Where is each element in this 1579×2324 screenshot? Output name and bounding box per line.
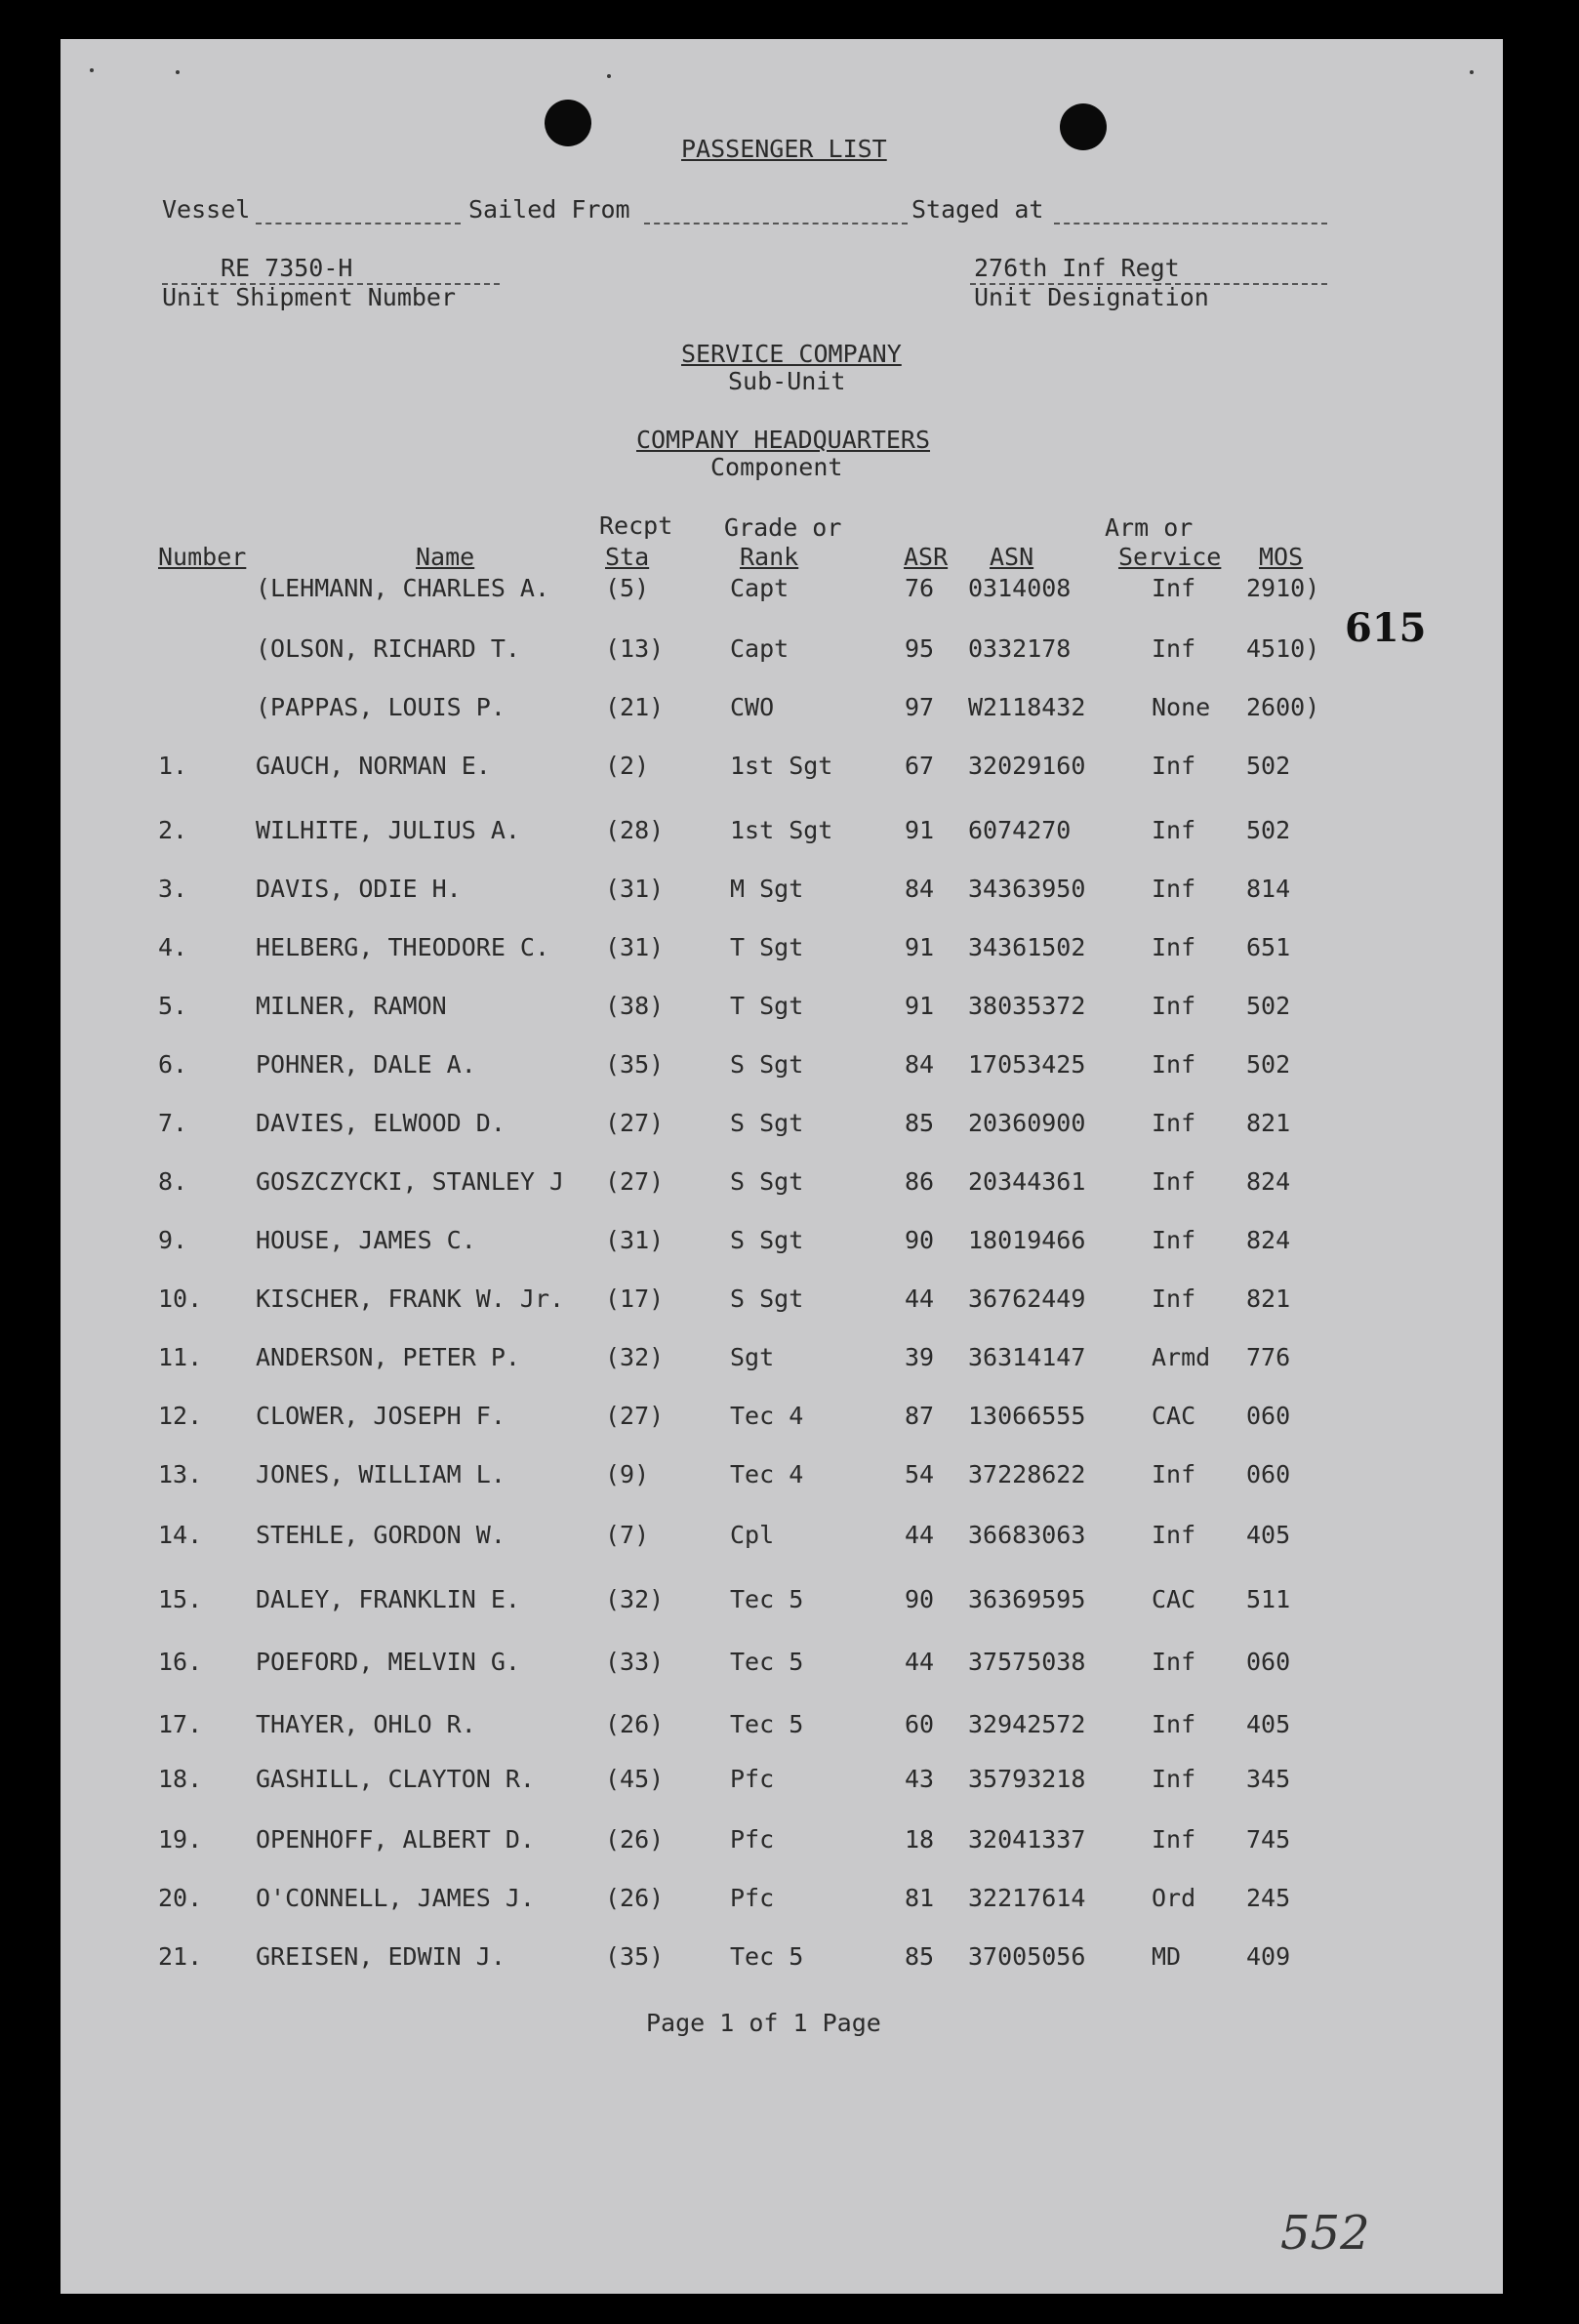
row-name: OPENHOFF, ALBERT D.	[256, 1825, 535, 1854]
row-name: (LEHMANN, CHARLES A.	[256, 574, 550, 602]
document-page	[61, 39, 1503, 2294]
table-row	[61, 1226, 1503, 1265]
row-grade: M Sgt	[730, 875, 804, 903]
row-number: 9.	[158, 1226, 188, 1254]
staged-at-label: Staged at	[911, 195, 1044, 224]
row-asn: 36762449	[968, 1284, 1086, 1313]
row-asr: 91	[905, 933, 935, 961]
row-number: 6.	[158, 1050, 188, 1079]
row-arm: Inf	[1152, 1521, 1196, 1549]
row-recpt-sta: (27)	[605, 1109, 665, 1137]
col-mos: MOS	[1259, 543, 1304, 571]
row-asn: 38035372	[968, 992, 1086, 1020]
row-name: POHNER, DALE A.	[256, 1050, 476, 1079]
col-asn: ASN	[990, 543, 1034, 571]
row-asn: 36369595	[968, 1585, 1086, 1613]
row-asr: 84	[905, 875, 935, 903]
row-grade: Capt	[730, 634, 790, 663]
row-grade: T Sgt	[730, 992, 804, 1020]
row-asr: 39	[905, 1343, 935, 1371]
row-asr: 97	[905, 693, 935, 721]
row-number: 8.	[158, 1167, 188, 1196]
row-recpt-sta: (2)	[605, 752, 650, 780]
row-number: 20.	[158, 1884, 203, 1912]
row-recpt-sta: (28)	[605, 816, 665, 844]
table-row	[61, 1460, 1503, 1499]
row-asr: 87	[905, 1402, 935, 1430]
vessel-label: Vessel	[162, 195, 251, 224]
speck	[607, 74, 611, 78]
col-name: Name	[416, 543, 475, 571]
row-name: GREISEN, EDWIN J.	[256, 1942, 506, 1971]
table-row	[61, 574, 1503, 613]
row-number: 4.	[158, 933, 188, 961]
row-grade: Tec 4	[730, 1460, 804, 1488]
row-mos: 651	[1246, 933, 1291, 961]
row-name: KISCHER, FRANK W. Jr.	[256, 1284, 565, 1313]
row-asr: 84	[905, 1050, 935, 1079]
row-asr: 85	[905, 1109, 935, 1137]
row-arm: Inf	[1152, 992, 1196, 1020]
sub-unit: SERVICE COMPANY	[681, 340, 902, 368]
row-asn: 32942572	[968, 1710, 1086, 1738]
row-grade: CWO	[730, 693, 775, 721]
row-name: CLOWER, JOSEPH F.	[256, 1402, 506, 1430]
col-arm-line1: Arm or	[1105, 513, 1194, 542]
speck	[176, 70, 180, 74]
row-name: (PAPPAS, LOUIS P.	[256, 693, 506, 721]
row-mos: 405	[1246, 1710, 1291, 1738]
row-grade: Tec 5	[730, 1942, 804, 1971]
row-grade: Cpl	[730, 1521, 775, 1549]
row-asn: 32217614	[968, 1884, 1086, 1912]
col-recpt-line1: Recpt	[599, 511, 673, 540]
row-grade: S Sgt	[730, 1226, 804, 1254]
row-arm: Inf	[1152, 1710, 1196, 1738]
row-name: JONES, WILLIAM L.	[256, 1460, 506, 1488]
row-asn: 37228622	[968, 1460, 1086, 1488]
row-name: POEFORD, MELVIN G.	[256, 1648, 520, 1676]
punch-hole-right	[1060, 103, 1107, 150]
row-arm: Inf	[1152, 1109, 1196, 1137]
row-asn: 34361502	[968, 933, 1086, 961]
row-mos: 821	[1246, 1109, 1291, 1137]
row-grade: Pfc	[730, 1884, 775, 1912]
row-asr: 91	[905, 816, 935, 844]
row-recpt-sta: (27)	[605, 1402, 665, 1430]
row-recpt-sta: (5)	[605, 574, 650, 602]
row-name: GOSZCZYCKI, STANLEY J	[256, 1167, 565, 1196]
table-row	[61, 1710, 1503, 1749]
row-mos: 4510)	[1246, 634, 1320, 663]
row-number: 2.	[158, 816, 188, 844]
row-number: 21.	[158, 1942, 203, 1971]
row-recpt-sta: (38)	[605, 992, 665, 1020]
page-footer: Page 1 of 1 Page	[646, 2009, 881, 2037]
row-grade: S Sgt	[730, 1109, 804, 1137]
row-mos: 824	[1246, 1167, 1291, 1196]
row-asr: 60	[905, 1710, 935, 1738]
row-mos: 2910)	[1246, 574, 1320, 602]
row-grade: T Sgt	[730, 933, 804, 961]
row-arm: Inf	[1152, 1167, 1196, 1196]
unit-shipment-number: RE 7350-H	[221, 254, 353, 282]
row-arm: Inf	[1152, 752, 1196, 780]
row-asr: 44	[905, 1521, 935, 1549]
row-asn: 0314008	[968, 574, 1072, 602]
row-grade: S Sgt	[730, 1284, 804, 1313]
row-asn: 17053425	[968, 1050, 1086, 1079]
row-asr: 44	[905, 1284, 935, 1313]
handwritten-number: 615	[1345, 605, 1427, 651]
table-row	[61, 992, 1503, 1031]
row-arm: Inf	[1152, 875, 1196, 903]
row-name: ANDERSON, PETER P.	[256, 1343, 520, 1371]
row-mos: 060	[1246, 1460, 1291, 1488]
col-grade-line1: Grade or	[724, 513, 842, 542]
row-mos: 2600)	[1246, 693, 1320, 721]
row-asn: 32041337	[968, 1825, 1086, 1854]
col-recpt-line2: Sta	[605, 543, 650, 571]
row-name: HELBERG, THEODORE C.	[256, 933, 550, 961]
row-asn: 36683063	[968, 1521, 1086, 1549]
row-asr: 86	[905, 1167, 935, 1196]
row-asr: 81	[905, 1884, 935, 1912]
table-row	[61, 1402, 1503, 1441]
col-number: Number	[158, 543, 247, 571]
row-recpt-sta: (7)	[605, 1521, 650, 1549]
row-recpt-sta: (35)	[605, 1942, 665, 1971]
sailed-from-blank	[644, 223, 908, 224]
table-row	[61, 693, 1503, 732]
row-mos: 821	[1246, 1284, 1291, 1313]
row-grade: Capt	[730, 574, 790, 602]
row-asn: 37575038	[968, 1648, 1086, 1676]
table-row	[61, 1884, 1503, 1923]
row-arm: Armd	[1152, 1343, 1211, 1371]
row-name: DAVIES, ELWOOD D.	[256, 1109, 506, 1137]
row-number: 17.	[158, 1710, 203, 1738]
table-row	[61, 875, 1503, 914]
row-mos: 345	[1246, 1765, 1291, 1793]
row-asn: W2118432	[968, 693, 1086, 721]
row-asr: 91	[905, 992, 935, 1020]
row-arm: Inf	[1152, 1050, 1196, 1079]
sub-unit-label: Sub-Unit	[728, 367, 846, 395]
row-asn: 18019466	[968, 1226, 1086, 1254]
table-row	[61, 752, 1503, 791]
row-number: 11.	[158, 1343, 203, 1371]
row-arm: Inf	[1152, 933, 1196, 961]
row-mos: 060	[1246, 1402, 1291, 1430]
row-recpt-sta: (45)	[605, 1765, 665, 1793]
punch-hole-left	[545, 100, 591, 146]
row-recpt-sta: (9)	[605, 1460, 650, 1488]
row-number: 18.	[158, 1765, 203, 1793]
row-asr: 90	[905, 1585, 935, 1613]
table-row	[61, 1050, 1503, 1089]
row-arm: Ord	[1152, 1884, 1196, 1912]
page-title: PASSENGER LIST	[681, 135, 887, 163]
row-name: DAVIS, ODIE H.	[256, 875, 462, 903]
row-arm: Inf	[1152, 1765, 1196, 1793]
handwritten-page-number: 552	[1280, 2206, 1370, 2261]
row-name: STEHLE, GORDON W.	[256, 1521, 506, 1549]
row-asn: 13066555	[968, 1402, 1086, 1430]
col-arm-line2: Service	[1118, 543, 1222, 571]
component-label: Component	[710, 453, 843, 481]
row-recpt-sta: (33)	[605, 1648, 665, 1676]
row-asn: 32029160	[968, 752, 1086, 780]
row-asn: 20344361	[968, 1167, 1086, 1196]
row-asr: 43	[905, 1765, 935, 1793]
row-name: GASHILL, CLAYTON R.	[256, 1765, 535, 1793]
row-arm: MD	[1152, 1942, 1182, 1971]
unit-designation: 276th Inf Regt	[974, 254, 1180, 282]
row-mos: 245	[1246, 1884, 1291, 1912]
row-asn: 36314147	[968, 1343, 1086, 1371]
table-row	[61, 933, 1503, 972]
table-row	[61, 634, 1503, 673]
row-grade: Sgt	[730, 1343, 775, 1371]
unit-shipment-number-label: Unit Shipment Number	[162, 283, 457, 311]
row-mos: 814	[1246, 875, 1291, 903]
unit-designation-label: Unit Designation	[974, 283, 1209, 311]
row-recpt-sta: (32)	[605, 1585, 665, 1613]
row-asr: 54	[905, 1460, 935, 1488]
row-mos: 502	[1246, 992, 1291, 1020]
row-recpt-sta: (31)	[605, 933, 665, 961]
row-number: 7.	[158, 1109, 188, 1137]
row-asr: 85	[905, 1942, 935, 1971]
row-name: DALEY, FRANKLIN E.	[256, 1585, 520, 1613]
speck	[90, 68, 94, 72]
row-arm: Inf	[1152, 1825, 1196, 1854]
row-mos: 502	[1246, 816, 1291, 844]
table-row	[61, 1521, 1503, 1560]
row-mos: 745	[1246, 1825, 1291, 1854]
row-arm: Inf	[1152, 1648, 1196, 1676]
row-name: THAYER, OHLO R.	[256, 1710, 476, 1738]
row-grade: S Sgt	[730, 1050, 804, 1079]
row-asr: 67	[905, 752, 935, 780]
row-grade: 1st Sgt	[730, 752, 833, 780]
sailed-from-label: Sailed From	[468, 195, 630, 224]
row-grade: Pfc	[730, 1825, 775, 1854]
staged-at-blank	[1054, 223, 1327, 224]
row-arm: Inf	[1152, 574, 1196, 602]
row-number: 19.	[158, 1825, 203, 1854]
row-recpt-sta: (13)	[605, 634, 665, 663]
row-asr: 44	[905, 1648, 935, 1676]
row-recpt-sta: (32)	[605, 1343, 665, 1371]
row-asn: 35793218	[968, 1765, 1086, 1793]
row-recpt-sta: (26)	[605, 1884, 665, 1912]
row-asn: 37005056	[968, 1942, 1086, 1971]
row-recpt-sta: (26)	[605, 1825, 665, 1854]
row-arm: CAC	[1152, 1402, 1196, 1430]
row-number: 12.	[158, 1402, 203, 1430]
row-mos: 511	[1246, 1585, 1291, 1613]
row-number: 5.	[158, 992, 188, 1020]
row-number: 16.	[158, 1648, 203, 1676]
row-number: 14.	[158, 1521, 203, 1549]
table-row	[61, 1825, 1503, 1864]
row-asn: 34363950	[968, 875, 1086, 903]
row-number: 3.	[158, 875, 188, 903]
row-recpt-sta: (35)	[605, 1050, 665, 1079]
row-name: WILHITE, JULIUS A.	[256, 816, 520, 844]
row-asr: 76	[905, 574, 935, 602]
row-asr: 90	[905, 1226, 935, 1254]
row-mos: 060	[1246, 1648, 1291, 1676]
table-row	[61, 1765, 1503, 1804]
row-recpt-sta: (26)	[605, 1710, 665, 1738]
row-arm: Inf	[1152, 816, 1196, 844]
row-asn: 0332178	[968, 634, 1072, 663]
row-recpt-sta: (17)	[605, 1284, 665, 1313]
row-grade: Pfc	[730, 1765, 775, 1793]
table-row	[61, 1167, 1503, 1206]
row-mos: 502	[1246, 752, 1291, 780]
row-name: (OLSON, RICHARD T.	[256, 634, 520, 663]
table-row	[61, 1284, 1503, 1324]
component: COMPANY HEADQUARTERS	[636, 426, 931, 454]
row-name: HOUSE, JAMES C.	[256, 1226, 476, 1254]
row-asn: 6074270	[968, 816, 1072, 844]
row-number: 13.	[158, 1460, 203, 1488]
table-row	[61, 1343, 1503, 1382]
row-mos: 824	[1246, 1226, 1291, 1254]
table-row	[61, 1942, 1503, 1981]
row-asr: 18	[905, 1825, 935, 1854]
row-asr: 95	[905, 634, 935, 663]
row-arm: None	[1152, 693, 1211, 721]
row-mos: 405	[1246, 1521, 1291, 1549]
row-grade: Tec 5	[730, 1585, 804, 1613]
table-row	[61, 1648, 1503, 1687]
row-arm: Inf	[1152, 634, 1196, 663]
col-asr: ASR	[904, 543, 949, 571]
row-number: 10.	[158, 1284, 203, 1313]
row-number: 1.	[158, 752, 188, 780]
row-mos: 776	[1246, 1343, 1291, 1371]
table-row	[61, 1585, 1503, 1624]
row-grade: Tec 4	[730, 1402, 804, 1430]
row-recpt-sta: (31)	[605, 875, 665, 903]
row-arm: Inf	[1152, 1460, 1196, 1488]
row-grade: 1st Sgt	[730, 816, 833, 844]
speck	[1470, 70, 1474, 74]
row-recpt-sta: (31)	[605, 1226, 665, 1254]
row-grade: Tec 5	[730, 1710, 804, 1738]
row-mos: 502	[1246, 1050, 1291, 1079]
col-grade-line2: Rank	[740, 543, 799, 571]
row-name: O'CONNELL, JAMES J.	[256, 1884, 535, 1912]
table-row	[61, 816, 1503, 855]
vessel-blank	[256, 223, 461, 224]
row-arm: CAC	[1152, 1585, 1196, 1613]
row-arm: Inf	[1152, 1226, 1196, 1254]
row-recpt-sta: (27)	[605, 1167, 665, 1196]
row-asn: 20360900	[968, 1109, 1086, 1137]
row-mos: 409	[1246, 1942, 1291, 1971]
row-name: MILNER, RAMON	[256, 992, 447, 1020]
table-row	[61, 1109, 1503, 1148]
row-arm: Inf	[1152, 1284, 1196, 1313]
row-recpt-sta: (21)	[605, 693, 665, 721]
row-grade: Tec 5	[730, 1648, 804, 1676]
row-number: 15.	[158, 1585, 203, 1613]
row-grade: S Sgt	[730, 1167, 804, 1196]
row-name: GAUCH, NORMAN E.	[256, 752, 491, 780]
